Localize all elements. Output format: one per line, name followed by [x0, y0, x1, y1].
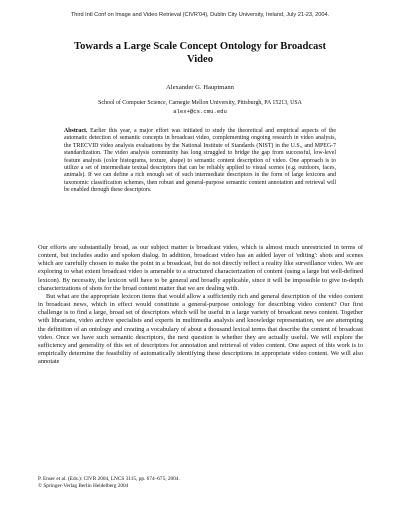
paper-title: Towards a Large Scale Concept Ontology for Broadcast Video	[74, 41, 326, 65]
body-text	[38, 244, 363, 366]
abstract	[64, 128, 336, 195]
author-name: Alexander G. Hauptmann	[166, 84, 234, 91]
abstract-label: Abstract.	[64, 128, 88, 134]
abstract-text: Earlier this year, a major effort was initiated to study the theoretical and empirical aspects of the automatic detection of semantic concepts in broadcast video, complementing ongoing research in video analysis, the TRECVID video analysis evaluations by the National Institute of Standards (NIST) in the U.S., and MPEG-7 standardization. The video analysis community has long struggled to bridge the gap from successful, low-level feature analysis (color histograms, texture, shape) to semantic content description of video. One approach is to utilize a set of intermediate textual descriptors that can be reliably applied to visual scenes (e.g. outdoors, faces, animals). If we can define a rich enough set of such intermediate descriptors in the form of large lexicons and taxonomic classification schemes, then robust and general-purpose semantic content annotation and retrieval will be enabled through these descriptors.	[64, 128, 336, 194]
author-email: alex+@cs.cmu.edu	[173, 107, 227, 115]
footer-line-2: © Springer-Verlag Berlin Heidelberg 2004	[38, 483, 129, 489]
affiliation: School of Computer Science, Carnegie Mellon University, Pittsburgh, PA 15213, USA	[98, 100, 302, 106]
footer-citation	[38, 476, 363, 490]
footer-line-1: P. Enser et al. (Eds.): CIVR 2004, LNCS 3115, pp. 674–675, 2004.	[38, 476, 180, 482]
body-paragraph-2: But what are the appropriate lexicon items that would allow a sufficiently rich and general description of the video content in broadcast news, which in effect would constitute a general-purpose ontology for describing video content? Our first challenge is to find a large, broad set of descriptors which will be useful in a large variety of broadcast news content. Together with librarians, video archive specialists and experts in multimedia analysis and knowledge representation, we are attempting the definition of an ontology and creating a vocabulary of about a thousand lexical terms that describe the content of broadcast video. Once we have such semantic descriptors, the next question is whether they are actually useful. We will explore the sufficiency and generality of this set of descriptors for annotation and retrieval of video content. One aspect of this work is to empirically determine the feasibility of automatically identifying these descriptions in appropriate video content. We will also annotate	[38, 292, 363, 366]
body-paragraph-1: Our efforts are substantially broad, as our subject matter is broadcast video, which is almost much unrestricted in terms of content, but includes audio and spoken dialog. In addition, broadcast video has an added layer of 'editing': shots and scenes which are carefully chosen to make the point in a broadcast, but do not directly reflect a reality like surveillance video. We are exploring to what extent broadcast video is amenable to a structured characterization of content (using a large but well-defined lexicon). By necessity, the lexicon will have to be general and broadly applicable, since it will be impossible to give in-depth characterizations of shots for the broad content matter that we are dealing with.	[38, 244, 363, 292]
running-head: Third Intl Conf on Image and Video Retrieval (CIVR'04), Dublin City University, Ireland, July 21-23, 2004.	[70, 12, 330, 18]
affiliation-block	[0, 100, 400, 115]
